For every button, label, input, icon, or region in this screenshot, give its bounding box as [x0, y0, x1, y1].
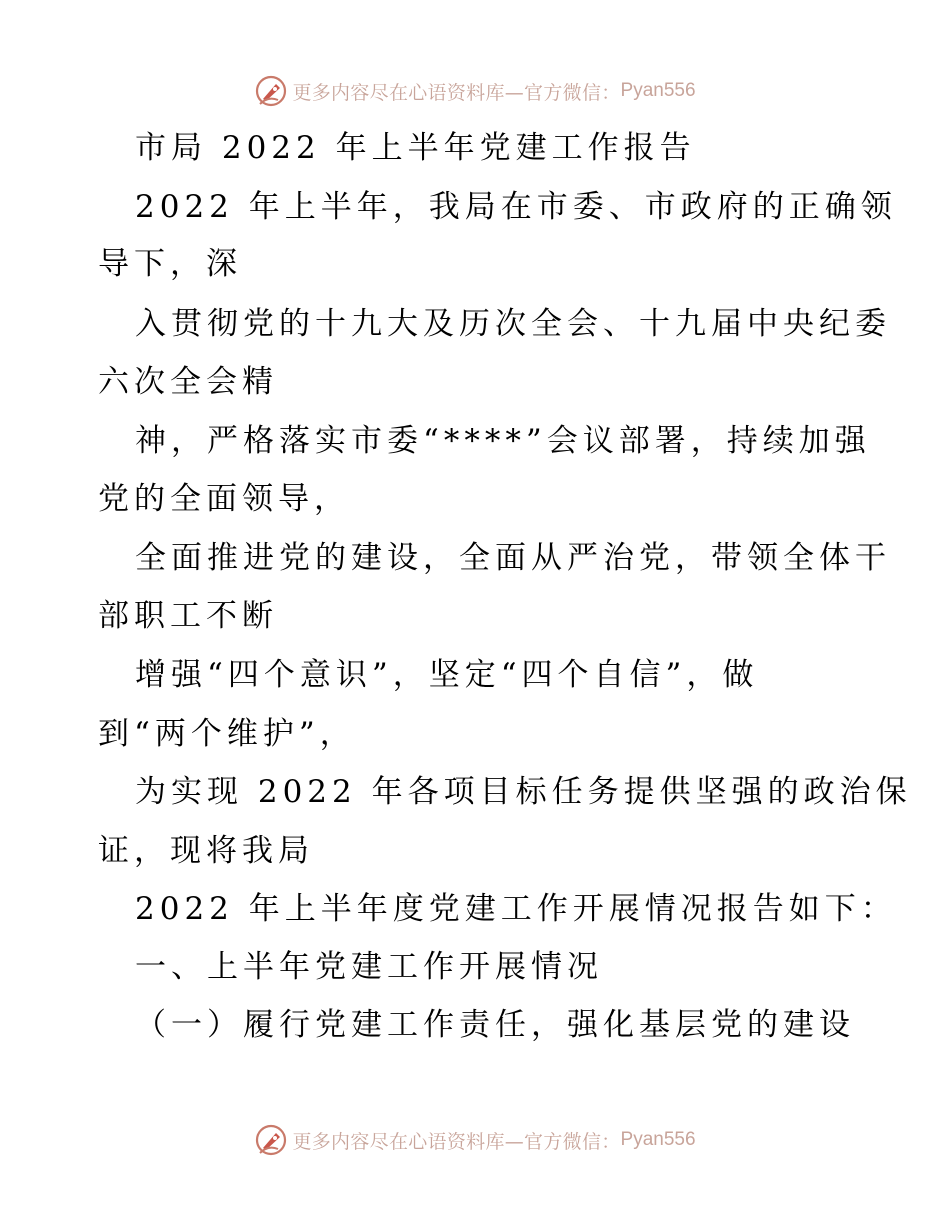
- paragraph-line: 2022 年上半年，我局在市委、市政府的正确领: [135, 189, 897, 225]
- watermark-wechat-id: Pyan556: [620, 1129, 696, 1150]
- watermark-text: 更多内容尽在心语资料库—官方微信：: [292, 1130, 621, 1153]
- paragraph-line: 到“两个维护”，: [98, 716, 356, 752]
- paragraph-line: 证，现将我局: [98, 833, 314, 869]
- watermark-text: 更多内容尽在心语资料库—官方微信：: [292, 81, 621, 104]
- section-heading: 一、上半年党建工作开展情况: [135, 949, 603, 985]
- paragraph-line: 神，严格落实市委“****”会议部署，持续加强: [135, 423, 871, 459]
- paragraph-line: 为实现 2022 年各项目标任务提供坚强的政治保: [135, 774, 912, 810]
- paragraph-line: 六次全会精: [98, 364, 278, 400]
- header-watermark: [0, 71, 950, 111]
- pen-nib-seal-icon: [254, 1123, 288, 1157]
- paragraph-line: 导下，深: [98, 246, 242, 282]
- paragraph-line: 增强“四个意识”，坚定“四个自信”，做: [135, 657, 759, 693]
- paragraph-line: 部职工不断: [98, 598, 278, 634]
- paragraph-line: 2022 年上半年度党建工作开展情况报告如下：: [135, 891, 897, 927]
- document-title: 市局 2022 年上半年党建工作报告: [135, 130, 696, 166]
- subsection-heading: （一）履行党建工作责任，强化基层党的建设: [135, 1007, 855, 1043]
- footer-watermark: [0, 1120, 950, 1160]
- paragraph-line: 入贯彻党的十九大及历次全会、十九届中央纪委: [135, 306, 891, 342]
- pen-nib-seal-icon: [254, 74, 288, 108]
- paragraph-line: 全面推进党的建设，全面从严治党，带领全体干: [135, 540, 891, 576]
- watermark-wechat-id: Pyan556: [620, 80, 696, 101]
- paragraph-line: 党的全面领导，: [98, 481, 350, 517]
